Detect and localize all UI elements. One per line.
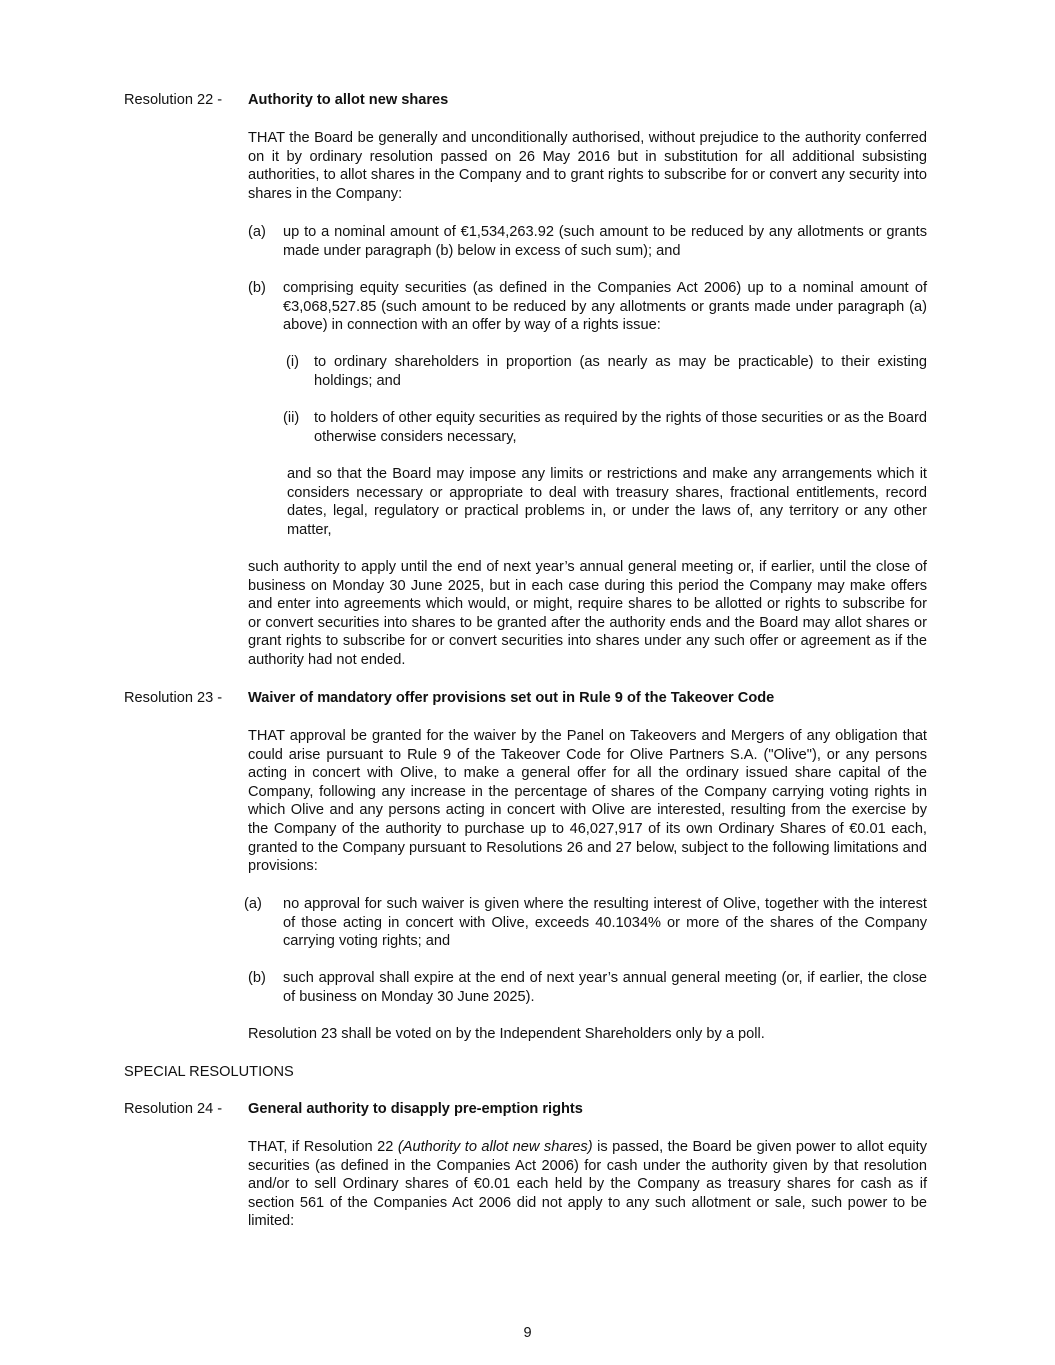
resolution-23-title: Waiver of mandatory offer provisions set out in Rule 9 of the Takeover Code [248,690,775,706]
special-resolutions-heading: SPECIAL RESOLUTIONS [124,1064,294,1080]
resolution-22-closing: such authority to apply until the end of next year’s annual general meeting or, if earlier, until the close of business on Monday 30 June 2025, but in each case during this period the Company may make offers and enter into agreements which would, or might, require shares to be allotted or rights to subscribe for or convert securities into shares to be granted after the authority ends and the Board may allot shares or grant rights to subscribe for or convert securities into shares under any such offer or agreement as if the authority had not ended. [248,559,927,668]
resolution-22-label: Resolution 22 - [124,92,223,108]
resolution-24-reference: (Authority to allot new shares) [397,1139,593,1155]
resolution-22-sub-ii-text: to holders of other equity securities as required by the rights of those securities or as the Board otherwise considers necessary, [314,410,927,445]
resolution-23-note: Resolution 23 shall be voted on by the Independent Shareholders only by a poll. [248,1026,765,1042]
page-number: 9 [523,1325,532,1341]
resolution-23-item-b-marker: (b) [248,970,266,986]
resolution-22-and-so-that: and so that the Board may impose any limits or restrictions and make any arrangements which it considers necessary or appropriate to deal with treasury shares, fractional entitlements, record dates, legal, regulatory or practical problems in, or under the laws of, any territory or any other matter, [287,466,927,538]
resolution-22-intro: THAT the Board be generally and unconditionally authorised, without prejudice to the authority conferred on it by ordinary resolution passed on 26 May 2016 but in substitution for all additional subsisting authorities, to allot shares in the Company and to grant rights to subscribe for or convert any security into shares in the Company: [248,130,927,202]
resolution-22-title: Authority to allot new shares [248,92,449,108]
resolution-22-item-a-marker: (a) [248,224,266,240]
resolution-24-text-start: THAT, if Resolution 22 [248,1139,398,1155]
resolution-22-sub-i-marker: (i) [286,354,299,370]
resolution-23-item-a-marker: (a) [244,896,262,912]
resolution-22-sub-ii-marker: (ii) [283,410,300,426]
resolution-22-sub-i-text: to ordinary shareholders in proportion (as nearly as may be practicable) to their existing holdings; and [314,354,927,389]
resolution-22-item-b-marker: (b) [248,280,266,296]
resolution-22-item-b-text: comprising equity securities (as defined in the Companies Act 2006) up to a nominal amount of €3,068,527.85 (such amount to be reduced by any allotments or grants made under paragraph (a) above) in connection with an offer by way of a rights issue: [283,280,927,334]
resolution-24-title: General authority to disapply pre-emption rights [248,1101,583,1117]
resolution-23-item-a-text: no approval for such waiver is given where the resulting interest of Olive, together with the interest of those acting in concert with Olive, exceeds 40.1034% or more of the shares of the Company carrying voting rights; and [283,896,927,950]
resolution-22-item-a-text: up to a nominal amount of €1,534,263.92 (such amount to be reduced by any allotments or grants made under paragraph (b) below in excess of such sum); and [283,224,927,259]
resolution-23-intro: THAT approval be granted for the waiver by the Panel on Takeovers and Mergers of any obligation that could arise pursuant to Rule 9 of the Takeover Code for Olive Partners S.A. ("Olive"), or any persons acting in concert with Olive, to make a general offer for all the ordinary issued share capital of the Company, following any increase in the percentage of shares of the Company carrying voting rights in which Olive and any persons acting in concert with Olive are interested, resulting from the exercise by the Company of the authority to purchase up to 46,027,917 of its own Ordinary Shares of €0.01 each, granted to the Company pursuant to Resolutions 26 and 27 below, subject to the following limitations and provisions: [248,728,927,875]
resolution-24-text-end: is passed, the Board be given power to allot equity securities (as defined in the Companies Act 2006) for cash under the authority given by that resolution and/or to sell Ordinary shares of €0.01 each held by the Company as treasury shares for cash as if section 561 of the Companies Act 2006 did not apply to any such allotment or sale, such power to be limited: [248,1139,927,1230]
resolution-24-text [248,1138,927,1231]
resolution-23-item-b-text: such approval shall expire at the end of next year’s annual general meeting (or, if earlier, the close of business on Monday 30 June 2025). [283,970,927,1005]
resolution-23-label: Resolution 23 - [124,690,223,706]
resolution-24-label: Resolution 24 - [124,1101,223,1117]
